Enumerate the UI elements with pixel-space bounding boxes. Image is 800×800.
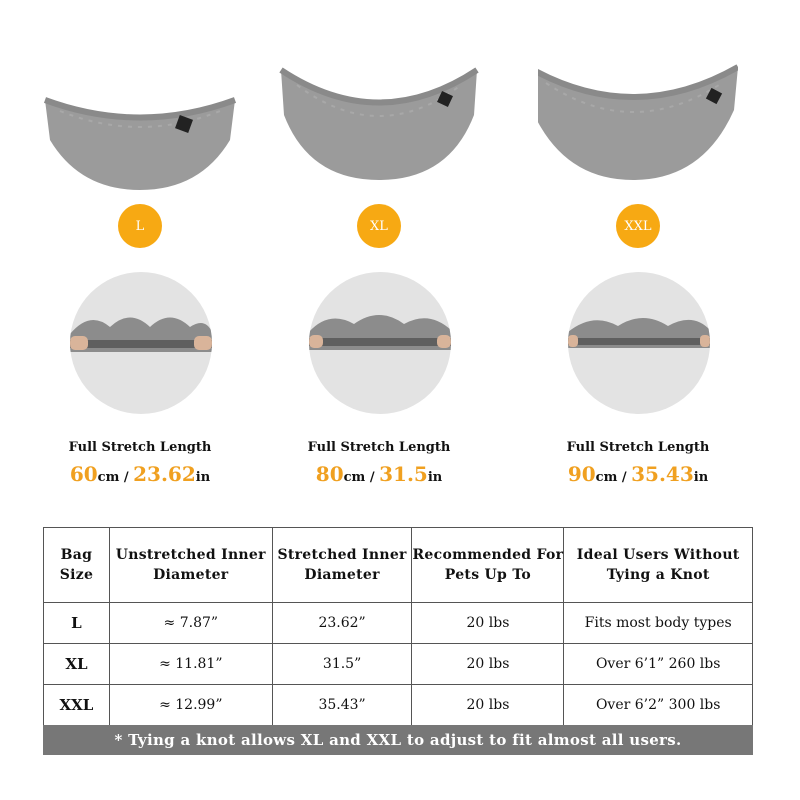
table-header-row bbox=[44, 528, 753, 603]
size-badge: XXL bbox=[616, 204, 660, 248]
size-column-xxl bbox=[538, 0, 738, 500]
table-cell-unstretched: ≈ 11.81” bbox=[109, 644, 272, 685]
size-table bbox=[43, 527, 753, 726]
header-stretched-diameter: Stretched Inner Diameter bbox=[272, 528, 412, 603]
sling-image-l bbox=[40, 55, 240, 195]
table-cell-users: Fits most body types bbox=[564, 603, 753, 644]
table-cell-unstretched: ≈ 7.87” bbox=[109, 603, 272, 644]
size-column-xl bbox=[279, 0, 479, 500]
table-row bbox=[44, 644, 753, 685]
stretch-cm: 60 bbox=[69, 462, 98, 486]
stretch-cm: 90 bbox=[567, 462, 596, 486]
size-badge: XL bbox=[357, 204, 401, 248]
stretch-length-value bbox=[249, 462, 509, 486]
size-column-l bbox=[40, 0, 240, 500]
table-row bbox=[44, 603, 753, 644]
stretch-separator: / bbox=[617, 470, 632, 485]
size-badge: L bbox=[118, 204, 162, 248]
stretch-length-value bbox=[10, 462, 270, 486]
footnote-banner: * Tying a knot allows XL and XXL to adjust to fit almost all users. bbox=[43, 725, 753, 755]
table-row bbox=[44, 685, 753, 726]
header-unstretched-diameter: Unstretched Inner Diameter bbox=[109, 528, 272, 603]
stretch-separator: / bbox=[365, 470, 380, 485]
stretch-demo-image bbox=[70, 272, 212, 414]
sling-image-xxl bbox=[538, 55, 738, 195]
table-cell-users: Over 6’2” 300 lbs bbox=[564, 685, 753, 726]
table-cell-pets: 20 lbs bbox=[412, 644, 564, 685]
stretch-in-unit: in bbox=[195, 470, 211, 485]
table-cell-size: XXL bbox=[44, 685, 110, 726]
stretch-in: 35.43 bbox=[631, 462, 694, 486]
stretch-cm-unit: cm bbox=[343, 470, 366, 485]
stretch-length-label: Full Stretch Length bbox=[307, 440, 451, 455]
table-cell-unstretched: ≈ 12.99” bbox=[109, 685, 272, 726]
stretch-in-unit: in bbox=[693, 470, 709, 485]
header-bag-size: Bag Size bbox=[44, 528, 110, 603]
stretch-cm-unit: cm bbox=[97, 470, 120, 485]
table-cell-users: Over 6’1” 260 lbs bbox=[564, 644, 753, 685]
table-cell-pets: 20 lbs bbox=[412, 603, 564, 644]
header-recommended-pets: Recommended For Pets Up To bbox=[412, 528, 564, 603]
stretch-length-label: Full Stretch Length bbox=[566, 440, 710, 455]
stretch-cm-unit: cm bbox=[595, 470, 618, 485]
stretch-length-label: Full Stretch Length bbox=[68, 440, 212, 455]
table-cell-stretched: 23.62” bbox=[272, 603, 412, 644]
sling-image-xl bbox=[279, 55, 479, 195]
stretch-demo-image bbox=[568, 272, 710, 414]
header-ideal-users: Ideal Users Without Tying a Knot bbox=[564, 528, 753, 603]
table-cell-stretched: 31.5” bbox=[272, 644, 412, 685]
table-cell-size: XL bbox=[44, 644, 110, 685]
stretch-in: 23.62 bbox=[133, 462, 196, 486]
stretch-separator: / bbox=[119, 470, 134, 485]
table-cell-stretched: 35.43” bbox=[272, 685, 412, 726]
table-cell-pets: 20 lbs bbox=[412, 685, 564, 726]
stretch-length-value bbox=[508, 462, 768, 486]
stretch-cm: 80 bbox=[315, 462, 344, 486]
stretch-demo-image bbox=[309, 272, 451, 414]
stretch-in: 31.5 bbox=[379, 462, 428, 486]
stretch-in-unit: in bbox=[427, 470, 443, 485]
table-cell-size: L bbox=[44, 603, 110, 644]
